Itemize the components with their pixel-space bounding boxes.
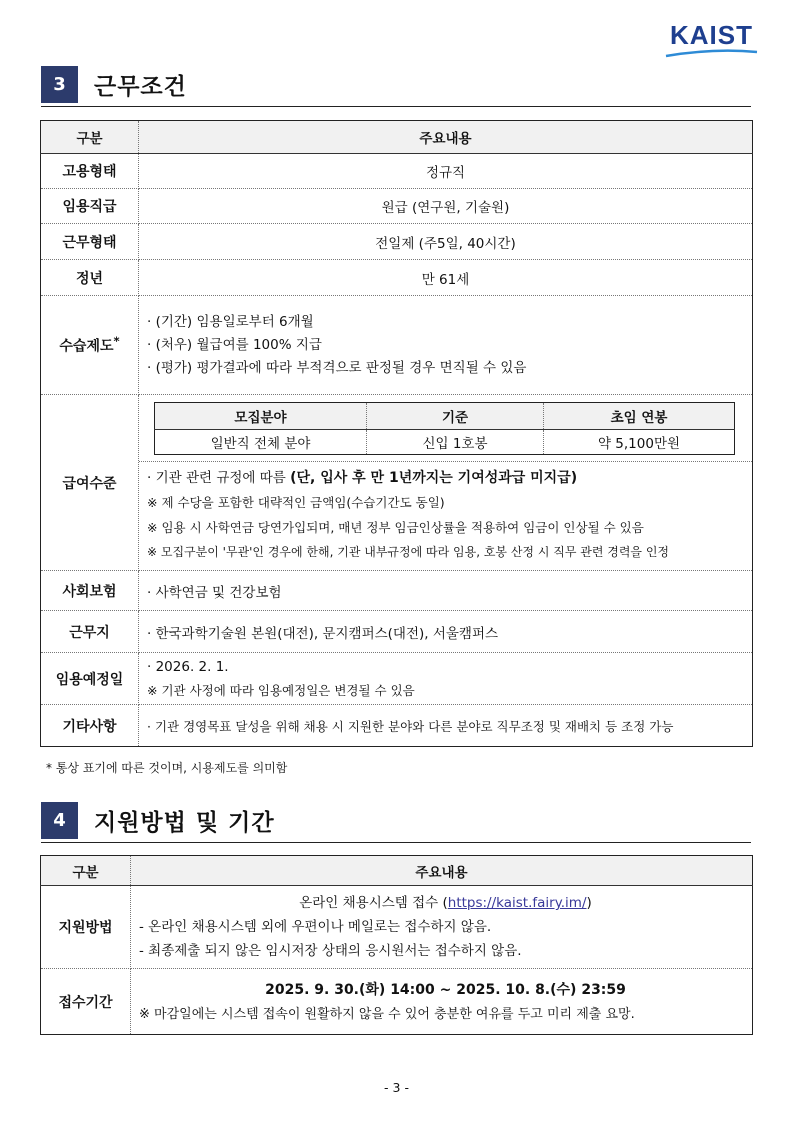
- row-label: 접수기간: [41, 969, 131, 1035]
- application-table: [40, 855, 753, 1035]
- method-line: [139, 891, 752, 915]
- table-row: [41, 189, 753, 224]
- bullet-line: · (기간) 임용일로부터 6개월: [147, 313, 314, 330]
- page-number: - 3 -: [384, 1080, 409, 1095]
- inner-cell: 일반직 전체 분야: [155, 430, 367, 455]
- period-note: ※ 마감일에는 시스템 접속이 원활하지 않을 수 있어 충분한 여유를 두고 미리 제출 요망.: [139, 1006, 635, 1022]
- inner-cell: 신입 1호봉: [367, 430, 544, 455]
- table-header-row: [41, 121, 753, 154]
- method-line: - 최종제출 되지 않은 임시저장 상태의 응시원서는 접수하지 않음.: [139, 943, 522, 959]
- table-row: [41, 260, 753, 296]
- table-row: [41, 296, 753, 395]
- inner-header: 초임 연봉: [544, 403, 735, 430]
- start-date-note: ※ 기관 사정에 따라 임용예정일은 변경될 수 있음: [147, 682, 415, 698]
- period-dates: 2025. 9. 30.(화) 14:00 ~ 2025. 10. 8.(수) 23:59: [265, 981, 626, 998]
- footnote: * 통상 표기에 따른 것이며, 시용제도를 의미함: [46, 761, 288, 775]
- kaist-logo: [664, 22, 759, 62]
- method-text: ): [586, 895, 592, 911]
- row-label: [41, 296, 139, 395]
- footnote-mark: *: [113, 334, 120, 349]
- row-value: [139, 296, 753, 395]
- col-header: 구분: [41, 121, 139, 154]
- row-value: · 사학연금 및 건강보험: [139, 571, 753, 611]
- start-date-value: · 2026. 2. 1.: [147, 658, 229, 675]
- bullet-line: · (평가) 평가결과에 따라 부적격으로 판정될 경우 면직될 수 있음: [147, 359, 527, 376]
- bullet-line: · (처우) 월급여를 100% 지급: [147, 336, 322, 353]
- salary-note: ※ 제 수당을 포함한 대략적인 금액임(수습기간도 동일): [147, 494, 445, 510]
- table-row: [41, 571, 753, 611]
- row-value: · 한국과학기술원 본원(대전), 문지캠퍼스(대전), 서울캠퍼스: [139, 611, 753, 653]
- table-row: [41, 611, 753, 653]
- row-value: 전일제 (주5일, 40시간): [139, 224, 753, 260]
- salary-inner-wrap: [139, 397, 752, 462]
- section-title: 근무조건: [94, 74, 187, 100]
- row-value: 정규직: [139, 154, 753, 189]
- salary-note: ※ 임용 시 사학연금 당연가입되며, 매년 정부 임금인상률을 적용하여 임금이 인상될 수 있음: [147, 519, 644, 535]
- table-row: [41, 653, 753, 705]
- inner-header: 모집분야: [155, 403, 367, 430]
- row-label: 근무지: [41, 611, 139, 653]
- col-header: 주요내용: [131, 856, 753, 886]
- table-row: [41, 886, 753, 969]
- logo-text: KAIST: [670, 20, 753, 50]
- row-value: [139, 395, 753, 571]
- table-row: [41, 705, 753, 747]
- salary-main-bold: (단, 입사 후 만 1년까지는 기여성과급 미지급): [290, 469, 578, 486]
- row-label-text: 수습제도: [59, 338, 114, 355]
- row-label: 근무형태: [41, 224, 139, 260]
- work-conditions-table: [40, 120, 753, 747]
- section-title: 지원방법 및 기간: [94, 810, 275, 836]
- table-row: [41, 969, 753, 1035]
- section-number: 3: [41, 66, 78, 103]
- recruit-site-link[interactable]: https://kaist.fairy.im/: [447, 895, 587, 911]
- row-label: 고용형태: [41, 154, 139, 189]
- inner-header: 기준: [367, 403, 544, 430]
- salary-main-text: · 기관 관련 규정에 따름: [147, 469, 291, 486]
- row-label: 지원방법: [41, 886, 131, 969]
- salary-notes: [139, 462, 752, 569]
- table-row: [41, 395, 753, 571]
- row-value: [131, 969, 753, 1035]
- row-label: 임용직급: [41, 189, 139, 224]
- method-text: 온라인 채용시스템 접수 (: [299, 895, 448, 911]
- salary-table: [154, 402, 735, 455]
- section-number: 4: [41, 802, 78, 839]
- row-value: · 기관 경영목표 달성을 위해 채용 시 지원한 분야와 다른 분야로 직무조정 및 재배치 등 조정 가능: [139, 705, 753, 747]
- section-3-heading: [41, 66, 751, 107]
- method-line: - 온라인 채용시스템 외에 우편이나 메일로는 접수하지 않음.: [139, 919, 492, 935]
- row-label: 급여수준: [41, 395, 139, 571]
- row-value: 원급 (연구원, 기술원): [139, 189, 753, 224]
- table-row: [41, 224, 753, 260]
- row-label: 기타사항: [41, 705, 139, 747]
- table-row: [41, 154, 753, 189]
- row-value: [139, 653, 753, 705]
- salary-main-line: [147, 467, 752, 490]
- row-label: 사회보험: [41, 571, 139, 611]
- row-label: 임용예정일: [41, 653, 139, 705]
- row-value: [131, 886, 753, 969]
- salary-note: ※ 모집구분이 '무관'인 경우에 한해, 기관 내부규정에 따라 임용, 호봉 산정 시 직무 관련 경력을 인정: [147, 544, 669, 559]
- inner-cell: 약 5,100만원: [544, 430, 735, 455]
- row-value: 만 61세: [139, 260, 753, 296]
- col-header: 주요내용: [139, 121, 753, 154]
- row-label: 정년: [41, 260, 139, 296]
- col-header: 구분: [41, 856, 131, 886]
- table-header-row: [41, 856, 753, 886]
- section-4-heading: [41, 802, 751, 843]
